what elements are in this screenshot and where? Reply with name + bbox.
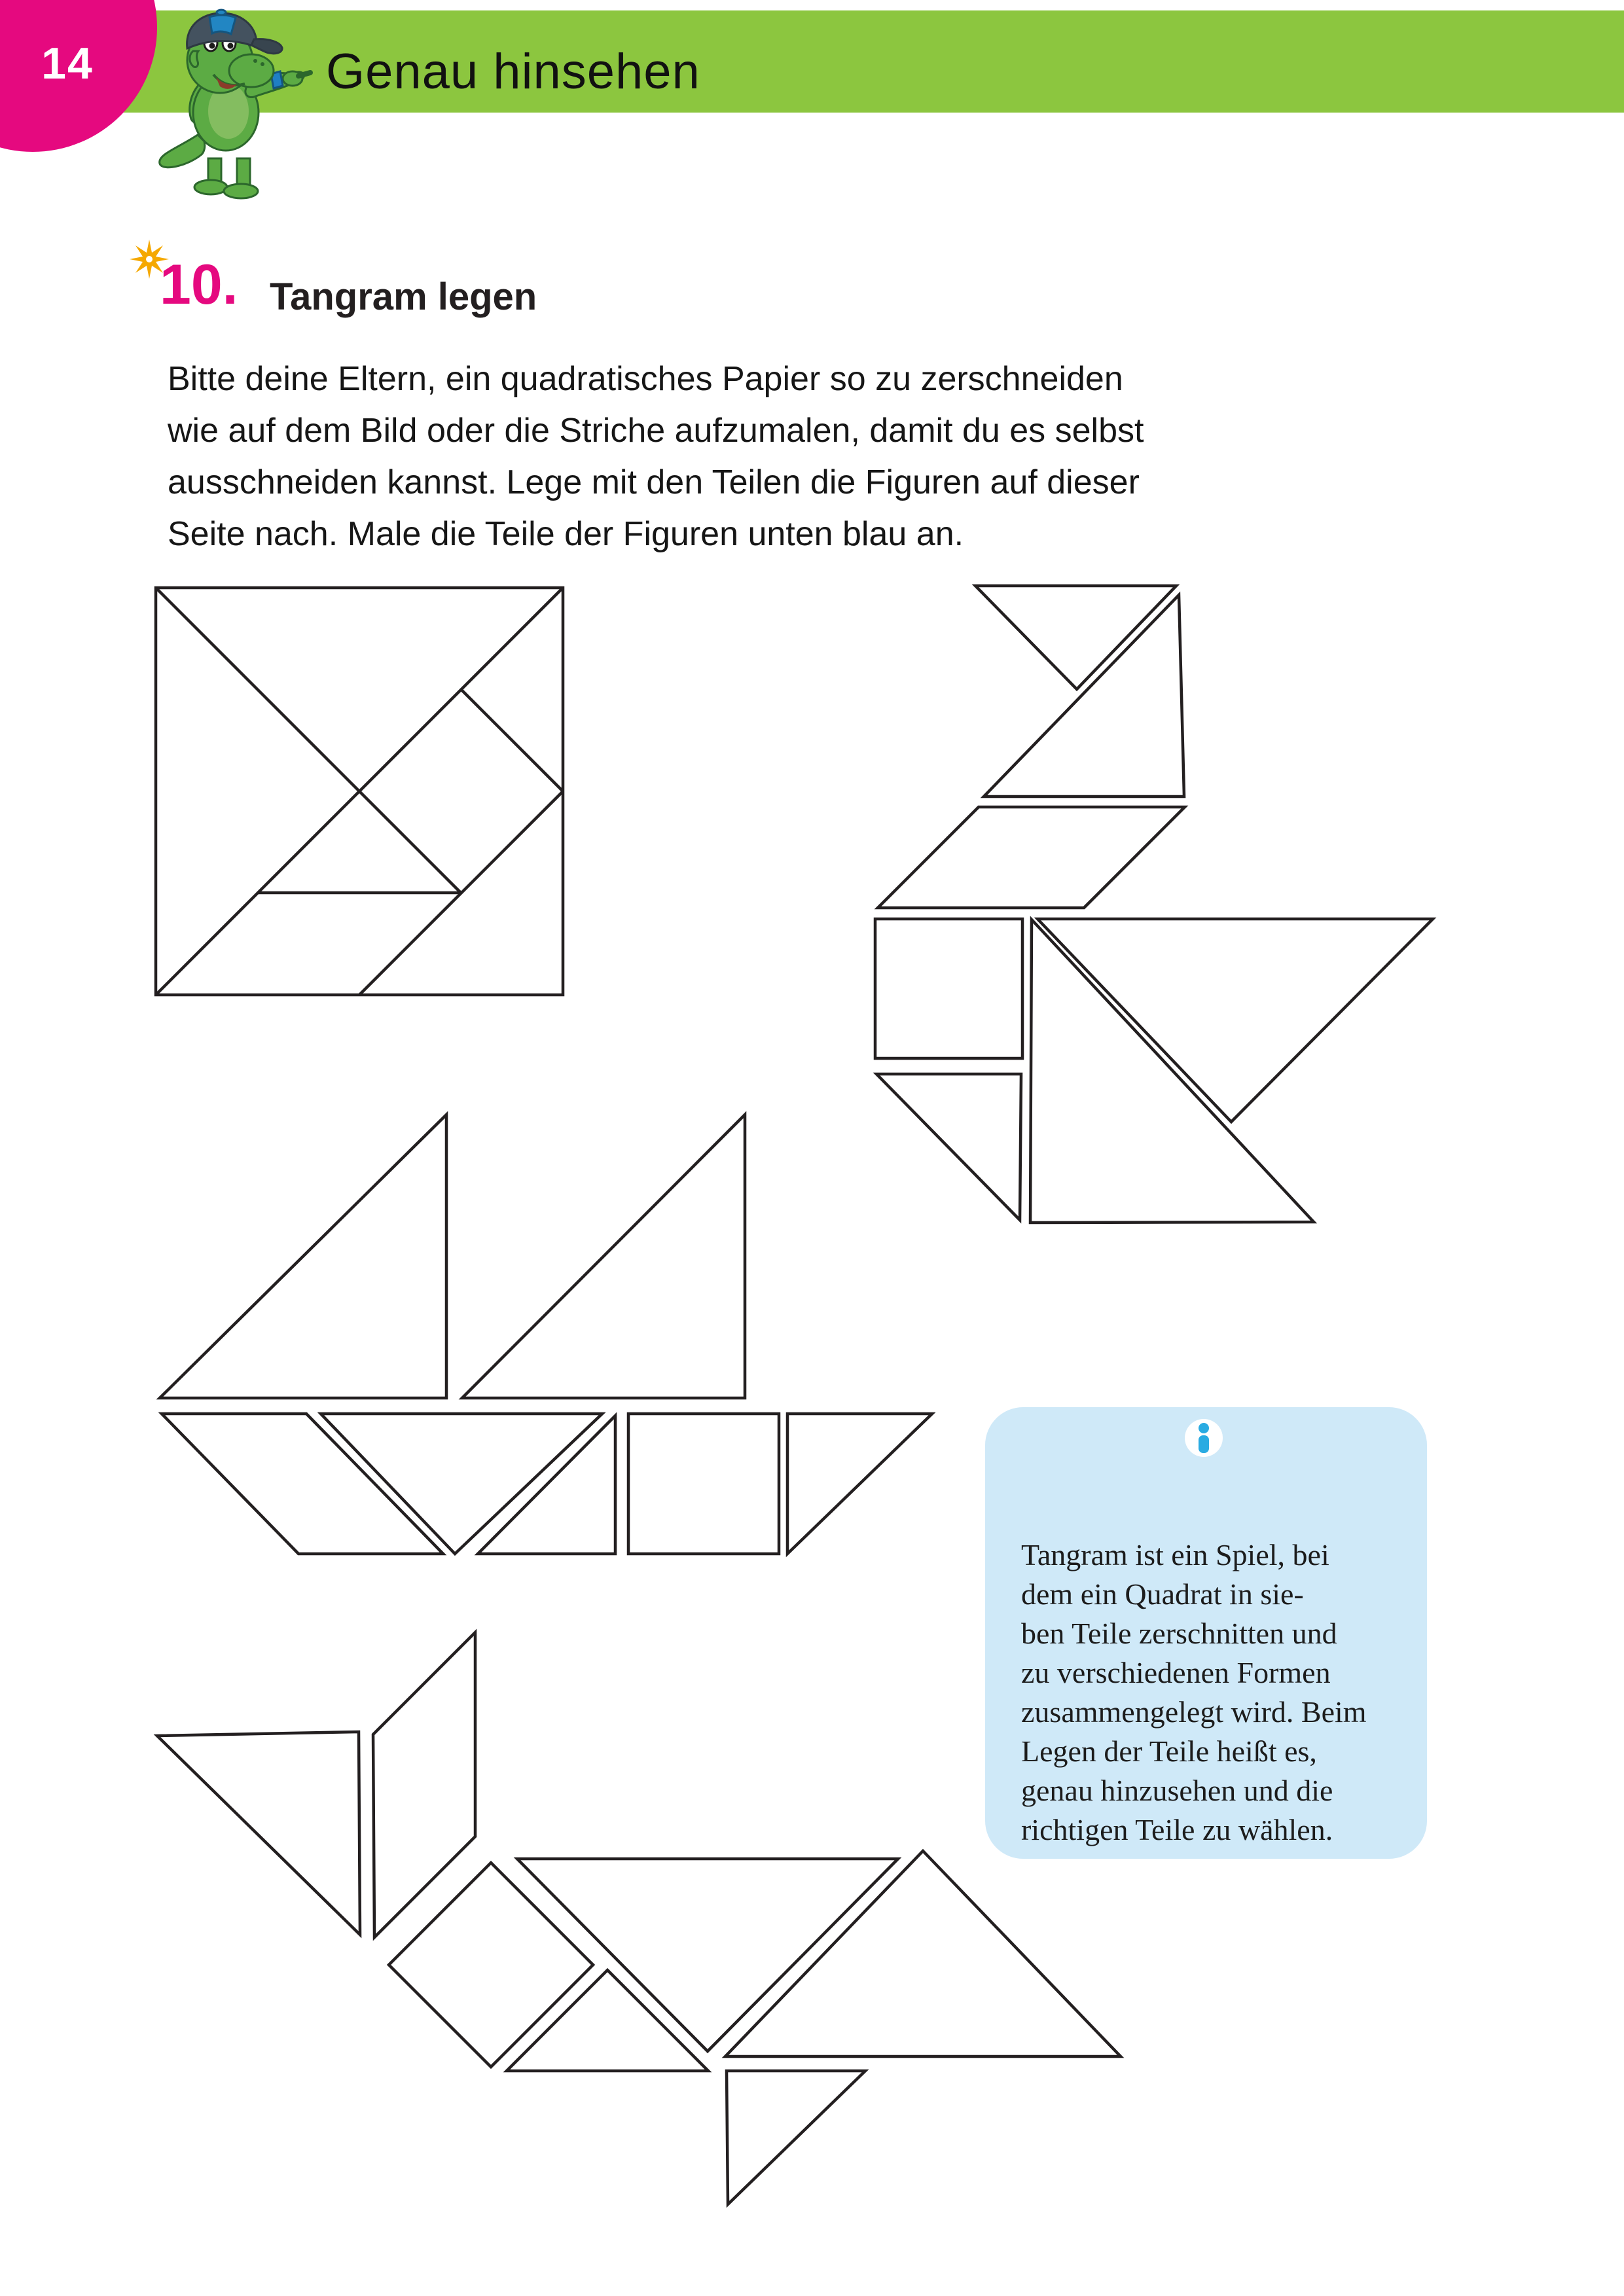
tangram-figure-cat--ear-medium-triangle xyxy=(157,1732,360,1935)
mascot-pupil-right xyxy=(228,43,234,49)
tangram-square-template--half-diagonal-cut xyxy=(156,588,461,893)
info-icon-circle xyxy=(1185,1419,1223,1457)
tangram-figure-boat--hull-square xyxy=(628,1414,779,1554)
tangram-figure-swan--wing-large-triangle xyxy=(1038,919,1433,1122)
tangram-figure-swan--body-large-triangle xyxy=(1030,920,1314,1223)
tangram-figure-cat--leg-small-triangle xyxy=(507,1970,708,2071)
mascot-dragon-illustration xyxy=(149,8,319,202)
info-line: ben Teile zerschnitten und xyxy=(1021,1617,1337,1650)
mascot-tail xyxy=(160,135,205,168)
mascot-left-foot xyxy=(194,180,227,194)
info-line: dem ein Quadrat in sie- xyxy=(1021,1577,1304,1611)
page-number: 14 xyxy=(41,39,94,88)
task-number: 10. xyxy=(160,253,238,316)
tangram-figure-cat--body-square-diamond xyxy=(389,1863,593,2067)
info-line: Tangram ist ein Spiel, bei xyxy=(1021,1538,1329,1571)
tangram-figure-boat--right-sail-large-triangle xyxy=(462,1115,745,1398)
info-line: richtigen Teile zu wählen. xyxy=(1021,1813,1333,1846)
tangram-figure-boat--hull-right-small-triangle xyxy=(787,1414,932,1554)
tangram-figure-boat--hull-medium-triangle xyxy=(321,1414,602,1554)
mascot-cap-panel xyxy=(209,15,236,34)
instruction-line: Bitte deine Eltern, ein quadratisches Papier so zu zerschneiden xyxy=(168,360,1123,398)
tangram-figure-boat--hull-parallelogram xyxy=(162,1414,443,1554)
mascot-cap-button xyxy=(217,10,226,15)
mascot-nostril-2 xyxy=(261,62,264,66)
tangram-figure-cat--body-large-triangle-down xyxy=(517,1859,898,2051)
tangram-figure-swan--body-parallelogram xyxy=(878,807,1185,908)
tangram-figure-swan--body-square xyxy=(875,919,1022,1058)
task-instructions xyxy=(168,353,1313,560)
instruction-line: wie auf dem Bild oder die Striche aufzumalen, damit du es selbst xyxy=(168,412,1144,450)
mascot-nostril-1 xyxy=(253,59,257,63)
tangram-square-template--medium-triangle-cut xyxy=(359,791,563,995)
mascot-cap-brim xyxy=(251,39,282,54)
task-title: Tangram legen xyxy=(270,276,537,318)
tangram-figure-cat--back-large-triangle-up xyxy=(725,1851,1121,2056)
page-title: Genau hinsehen xyxy=(326,44,700,99)
info-box xyxy=(985,1407,1427,1859)
info-line: zusammengelegt wird. Beim xyxy=(1021,1695,1367,1729)
mascot-ear xyxy=(190,51,198,67)
tangram-figure-boat--hull-small-triangle xyxy=(478,1416,615,1554)
tangram-figure-swan--head-small-triangle xyxy=(975,586,1176,689)
instruction-line: ausschneiden kannst. Lege mit den Teilen die Figuren auf dieser xyxy=(168,463,1140,501)
info-line: Legen der Teile heißt es, xyxy=(1021,1734,1317,1768)
tangram-figure-swan--foot-small-triangle xyxy=(876,1074,1021,1220)
tangram-figure-cat--tail-small-triangle xyxy=(727,2071,865,2204)
mascot-muzzle xyxy=(229,54,274,87)
tangram-square-template--outer-square xyxy=(156,588,563,995)
mascot-pupil-left xyxy=(209,43,215,49)
mascot-finger xyxy=(298,73,310,76)
tangram-square-template--main-diagonal-cut xyxy=(156,588,563,995)
tangram-figure-swan--neck-medium-triangle xyxy=(984,595,1184,797)
instruction-line: Seite nach. Male die Teile der Figuren unten blau an. xyxy=(168,515,964,553)
info-text xyxy=(1021,1535,1401,1850)
mascot-right-foot xyxy=(224,184,258,198)
tangram-figure-cat--neck-parallelogram xyxy=(373,1632,475,1937)
tangram-figure-boat--left-sail-large-triangle xyxy=(160,1115,446,1398)
info-line: genau hinzusehen und die xyxy=(1021,1774,1333,1807)
mascot-body-group xyxy=(160,10,310,198)
tangram-square-template--square-piece-cut xyxy=(461,689,563,791)
info-icon xyxy=(1193,1423,1215,1453)
info-line: zu verschiedenen Formen xyxy=(1021,1656,1331,1689)
